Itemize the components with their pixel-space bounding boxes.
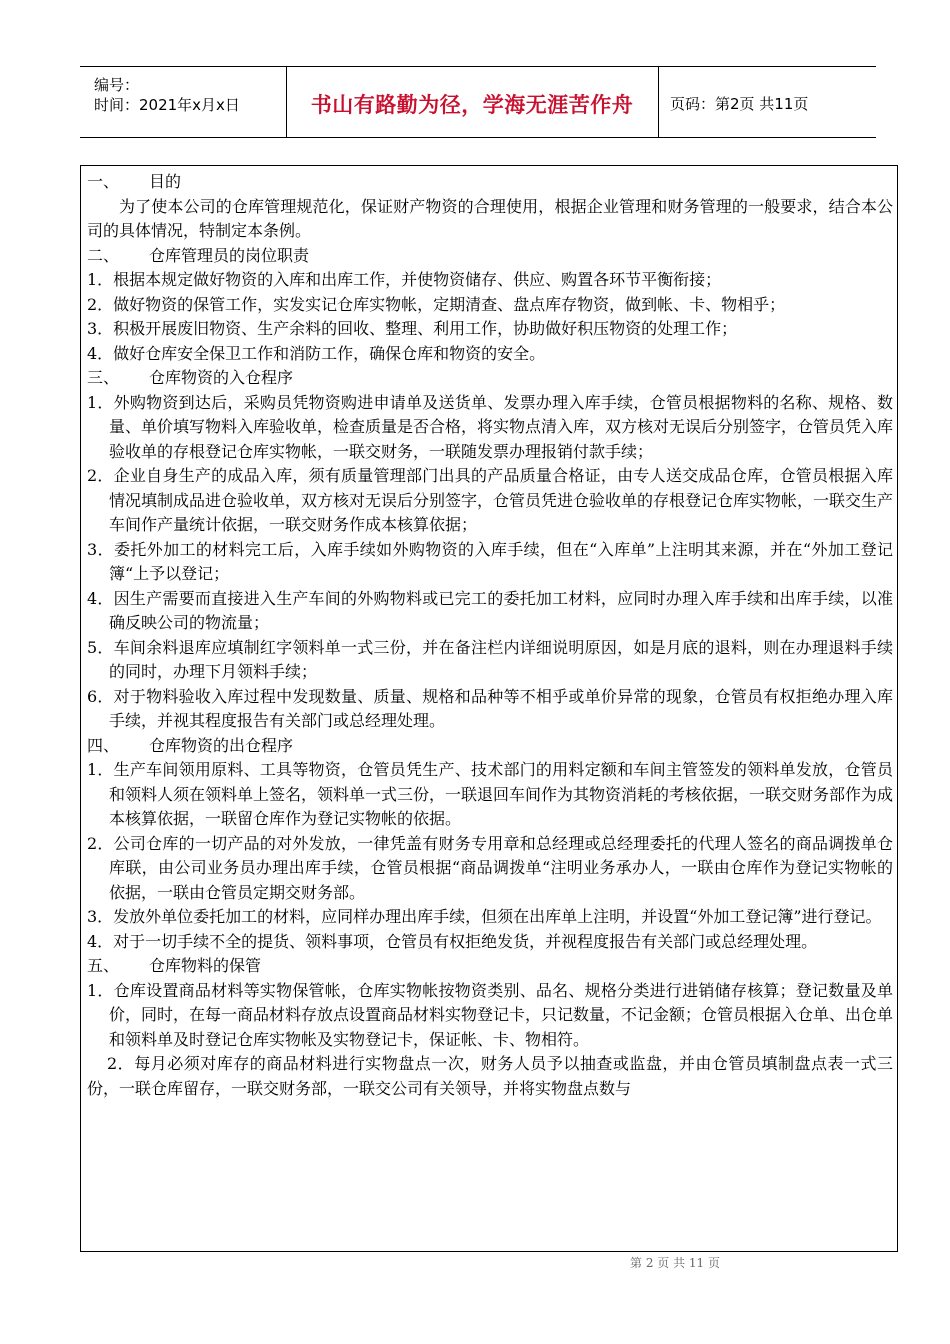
list-item: 6．对于物料验收入库过程中发现数量、质量、规格和品种等不相乎或单价异常的现象，仓管员有权拒绝办理入库手续，并视其程度报告有关部门或总经理处理。 [87,686,893,730]
time-label: 时间：2021年x月x日 [94,96,240,114]
list-item: 3．积极开展废旧物资、生产余料的回收、整理、利用工作，协助做好积压物资的处理工作； [87,319,738,338]
list-item: 2．公司仓库的一切产品的对外发放，一律凭盖有财务专用章和总经理或总经理委托的代理人签名的商品调拨单仓库联，由公司业务员办理出库手续，仓管员根据“商品调拨单“注明业务承办人，一联由仓库作为登记实物帐的依据，一联由仓管员定期交财务部。 [87,833,893,902]
list-item: 1．根据本规定做好物资的入库和出库工作，并使物资储存、供应、购置各环节平衡衔接； [87,270,722,289]
header-meta [94,75,240,115]
list-item: 1．仓库设置商品材料等实物保管帐，仓库实物帐按物资类别、品名、规格分类进行进销储存核算；登记数量及单价，同时，在每一商品材料存放点设置商品材料实物登记卡，只记数量，不记金额；仓管员根据入仓单、出仓单和领料单及时登记仓库实物帐及实物登记卡，保证帐、卡、物相符。 [87,980,894,1049]
list-item: 3．委托外加工的材料完工后，入库手续如外购物资的入库手续，但在“入库单”上注明其来源，并在“外加工登记簿“上予以登记； [87,539,893,583]
list-item: 2．每月必须对库存的商品材料进行实物盘点一次，财务人员予以抽查或监盘，并由仓管员填制盘点表一式三份，一联仓库留存，一联交财务部，一联交公司有关领导，并将实物盘点数与 [87,1054,893,1098]
list-item: 4．做好仓库安全保卫工作和消防工作，确保仓库和物资的安全。 [87,343,546,363]
paragraph: 为了使本公司的仓库管理规范化，保证财产物资的合理使用，根据企业管理和财务管理的一般要求，结合本公司的具体情况，特制定本条例。 [87,196,893,240]
list-item: 4．因生产需要而直接进入生产车间的外购物料或已完工的委托加工材料，应同时办理入库手续和出库手续，以准确反映公司的物流量； [87,588,893,632]
list-item: 1．生产车间领用原料、工具等物资，仓管员凭生产、技术部门的用料定额和车间主管签发的领料单发放，仓管员和领料人须在领料单上签名，领料单一式三份，一联退回车间作为其物资消耗的考核依据，一联交财务部作为成本核算依据，一联留仓库作为登记实物帐的依据。 [87,760,894,828]
section-heading: 二、 仓库管理员的岗位职责 [87,245,310,265]
list-item: 3．发放外单位委托加工的材料，应同样办理出库手续，但须在出库单上注明，并设置“外加工登记簿”进行登记。 [87,907,882,926]
list-item: 5．车间余料退库应填制红字领料单一式三份，并在备注栏内详细说明原因，如是月底的退料，则在办理退料手续的同时，办理下月领料手续； [87,637,893,681]
list-item: 2．企业自身生产的成品入库，须有质量管理部门出具的产品质量合格证，由专人送交成品仓库，仓管员根据入库情况填制成品进仓验收单，双方核对无误后分别签字，仓管员凭进仓验收单的存根登记仓库实物帐，一联交生产车间作产量统计依据，一联交财务作成本核算依据； [87,466,894,534]
section-heading: 一、 目的 [87,172,182,191]
document-body [80,165,898,1252]
list-item: 1．外购物资到达后，采购员凭物资购进申请单及送货单、发票办理入库手续，仓管员根据物料的名称、规格、数量、单价填写物料入库验收单，检查质量是否合格，将实物点清入库，双方核对无误后分别签字，仓管员凭入库验收单的存根登记仓库实物帐，一联交财务，一联随发票办理报销付款手续； [87,392,894,461]
header-motto: 书山有路勤为径，学海无涯苦作舟 [310,93,634,117]
list-item: 2．做好物资的保管工作，实发实记仓库实物帐，定期清查、盘点库存物资，做到帐、卡、物相乎； [87,294,786,314]
list-item: 4．对于一切手续不全的提货、领料事项，仓管员有权拒绝发货，并视程度报告有关部门或总经理处理。 [87,931,818,951]
section-heading: 三、 仓库物资的入仓程序 [87,368,294,387]
document-content [87,170,893,1101]
page-number: 页码：第2页 共11页 [670,95,809,113]
section-heading: 五、 仓库物料的保管 [87,956,262,975]
header-divider [658,67,659,137]
section-heading: 四、 仓库物资的出仓程序 [87,735,294,755]
number-label: 编号： [94,76,140,94]
page-footer: 第 2 页 共 11 页 [630,1256,720,1270]
page-header [80,66,876,138]
